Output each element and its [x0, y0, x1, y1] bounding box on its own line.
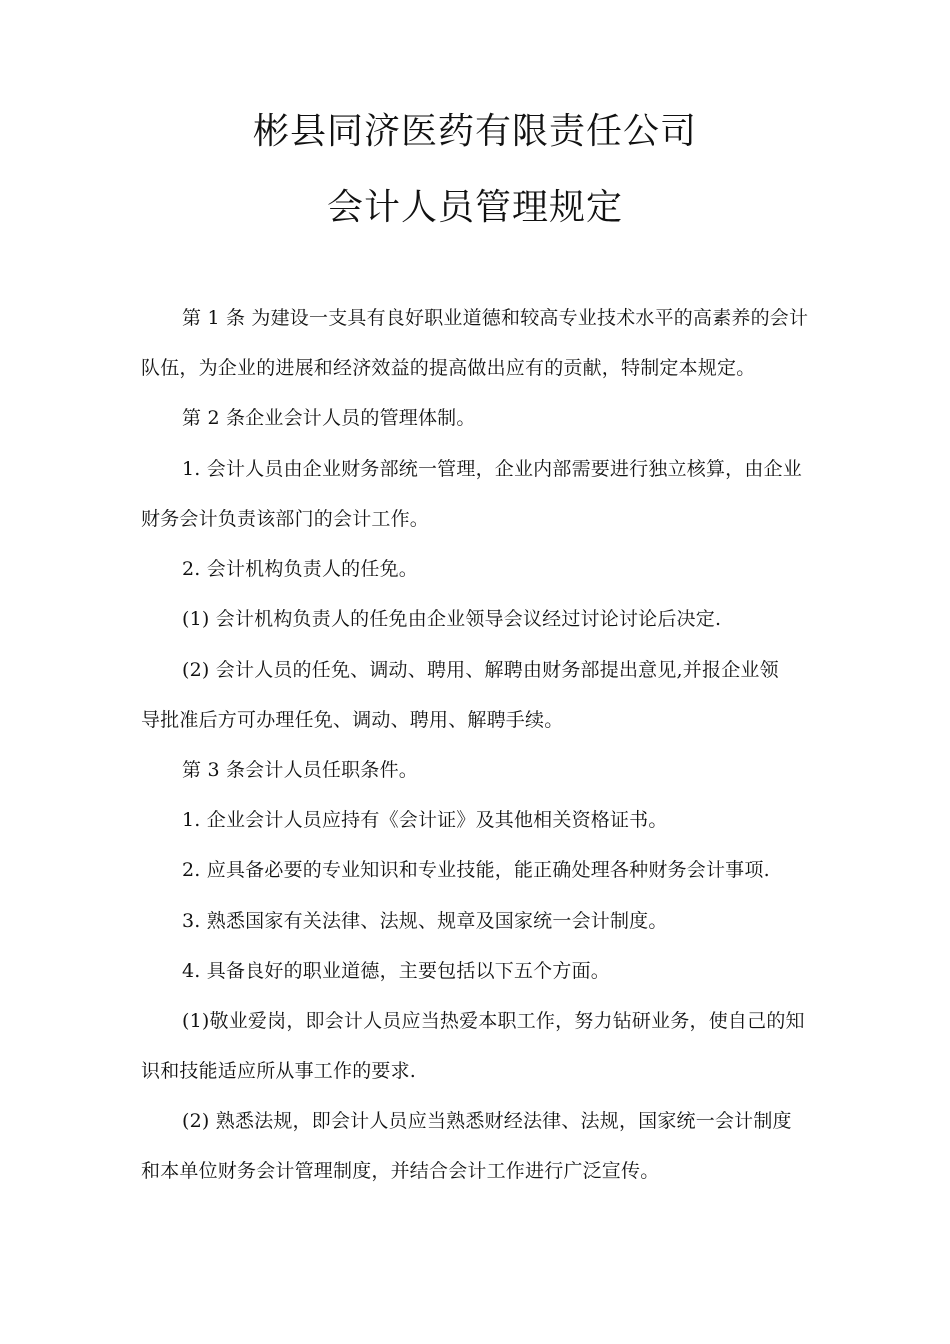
article-2-heading: 第 2 条企业会计人员的管理体制。 [182, 407, 476, 429]
article-2-item-2: 2. 会计机构负责人的任免。 [182, 558, 418, 580]
article-3-sub-2-line-1: (2) 熟悉法规，即会计人员应当熟悉财经法律、法规，国家统一会计制度 [182, 1110, 792, 1132]
article-1-line-2: 队伍，为企业的进展和经济效益的提高做出应有的贡献，特制定本规定。 [141, 357, 756, 379]
article-1-line-1: 第 1 条 为建设一支具有良好职业道德和较高专业技术水平的高素养的会计 [182, 307, 809, 329]
article-2-item-1-line-1: 1. 会计人员由企业财务部统一管理，企业内部需要进行独立核算，由企业 [182, 458, 802, 480]
article-2-sub-1: (1) 会计机构负责人的任免由企业领导会议经过讨论讨论后决定. [182, 608, 722, 630]
article-3-item-4: 4. 具备良好的职业道德，主要包括以下五个方面。 [182, 960, 610, 982]
article-2-sub-2-line-2: 导批准后方可办理任免、调动、聘用、解聘手续。 [141, 709, 564, 731]
article-3-sub-2-line-2: 和本单位财务会计管理制度，并结合会计工作进行广泛宣传。 [141, 1160, 660, 1182]
article-3-sub-1-line-1: (1)敬业爱岗，即会计人员应当热爱本职工作，努力钻研业务，使自己的知 [182, 1010, 805, 1032]
article-3-item-2: 2. 应具备必要的专业知识和专业技能，能正确处理各种财务会计事项. [182, 859, 770, 881]
article-3-item-1: 1. 企业会计人员应持有《会计证》及其他相关资格证书。 [182, 809, 668, 831]
article-3-sub-1-line-2: 识和技能适应所从事工作的要求. [141, 1060, 417, 1082]
company-title: 彬县同济医药有限责任公司 [252, 111, 697, 152]
article-3-heading: 第 3 条会计人员任职条件。 [182, 759, 418, 781]
article-2-item-1-line-2: 财务会计负责该部门的会计工作。 [141, 508, 430, 530]
article-3-item-3: 3. 熟悉国家有关法律、法规、规章及国家统一会计制度。 [182, 910, 668, 932]
article-2-sub-2-line-1: (2) 会计人员的任免、调动、聘用、解聘由财务部提出意见,并报企业领 [182, 659, 779, 681]
regulation-title: 会计人员管理规定 [326, 187, 623, 228]
